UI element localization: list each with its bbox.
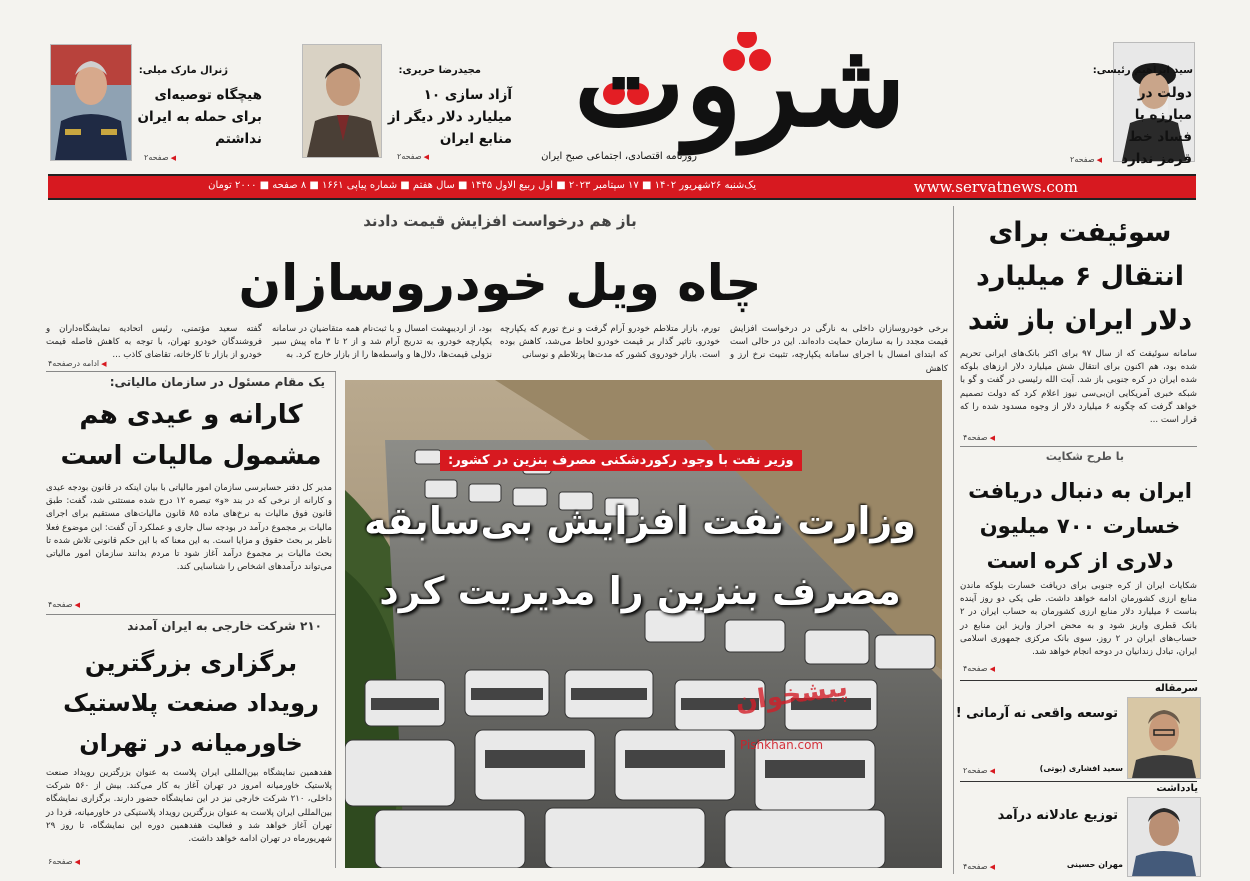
tax-page-ref[interactable]: ◀ صفحه۴ [48, 600, 80, 609]
plast-kicker: ۲۱۰ شرکت خارجی به ایران آمدند [127, 619, 322, 633]
tax-body: مدیر کل دفتر حسابرسی سازمان امور مالیاتی با بیان اینکه در قانون بودجه عیدی و کارانه از نرخی که در بند «و» تبصره ۱۲ درج شده مستثنی شد، گفت: طبق قانون فوق مالیات به نرخ‌های ماده ۸۵ قانون مالیات‌های مستقیم برای اجرای مالیات بر مجموع درآمد در بودجه سال جاری و عملکرد آن گفت: این موضوع فعلا ناظر بر بحث حقوق و مزایا است. به این معنا که با این حکم قانونی تلاش شده تا بحث مالیات بر مجموع درآمد آغاز شود تا مردم بدانند سازمان امور مالیاتی می‌تواند درآمدهای اشخاص را شناسایی کند. [46, 483, 332, 573]
editorial-author: سعید افشاری (بوتی) [1039, 764, 1123, 773]
raisi-name: سید ابراهیم رئیسی: [1092, 65, 1193, 76]
portrait-icon [303, 45, 381, 157]
milley-photo [50, 44, 132, 161]
hariri-page-ref[interactable]: ◀ صفحه۲ [397, 152, 429, 161]
logo-text: شروت [573, 14, 907, 153]
lead-kicker: باز هم درخواست افزایش قیمت دادند [363, 212, 637, 230]
plast-body: هفدهمین نمایشگاه بین‌المللی ایران پلاست به عنوان بزرگترین رویداد صنعت پلاستیک خاورمیانه امروز در تهران آغاز به کار می‌کند. بیش از ۵۶۰ شرکت داخلی، ۲۱۰ شرکت خارجی نیز در این نمایشگاه حضور دارند. برگزاری نمایشگاه بین‌المللی ایران پلاست به عنوان بزرگترین رویداد پلاستیکی در خاورمیانه، فردا در تهران آغاز خواهد شد و فعالیت هفدهمین دوره این نمایشگاه، تا روز ۲۹ شهریورماه در تهران ادامه خواهد داشت. [46, 768, 332, 845]
plast-headline[interactable]: برگزاری بزرگترین رویداد صنعت پلاستیک خاورمیانه در تهران [63, 649, 319, 757]
afshari-photo [1127, 697, 1201, 779]
lead-col-4: گفته سعید مؤتمنی، رئیس اتحادیه نمایشگاه‌داران و فروشندگان خودرو تهران، با توجه به کاهش فاصله قیمت خودرو از بازار تا کارخانه، تقاضای کاذب ... [46, 324, 262, 361]
swift-body: سامانه سوئیفت که از سال ۹۷ برای اکثر بانک‌های ایرانی تحریم شده بود، هم اکنون برای انتقال شش میلیارد دلار ارزهای بلوکه شده ایران در کره جنوبی باز شد. آیت الله رئیسی در گفت و گو با شبکه خبری آمریکایی ان‌بی‌سی نیوز اعلام کرد که دولت تصمیم خواهد گرفت که چگونه ۶ میلیارد دلار از وجوه مسدود شده را که قرار است ... [960, 349, 1197, 426]
pishkhan-watermark: پیشخوان [733, 672, 850, 718]
editorial-page-ref[interactable]: ◀ صفحه۲ [963, 766, 995, 775]
lead-page-ref[interactable]: ◀ ادامه درصفحه۴ [48, 359, 107, 368]
note-page-ref[interactable]: ◀ صفحه۴ [963, 862, 995, 871]
portrait-icon [1128, 698, 1200, 778]
divider [960, 446, 1197, 447]
portrait-icon [1128, 798, 1200, 876]
editorial-label: سرمقاله [1154, 683, 1198, 694]
lead-col-3: بود، از اردیبهشت امسال و با ثبت‌نام همه متقاضیان در سامانه یکپارچه خودرو، به تدریج آرام شد و از ۲ تا ۳ ماه پیش سیر نزولی قیمت‌ها، دلال‌ها و واسطه‌ها را از بازار خارج کرد. به [272, 324, 492, 361]
raisi-headline[interactable]: دولت در مبارزه با فساد خط قرمز ندارد [1121, 85, 1192, 167]
photo-overtitle: وزیر نفت با وجود رکوردشکنی مصرف بنزین در کشور: [440, 450, 802, 471]
lead-headline[interactable]: چاه ویل خودروسازان [238, 254, 762, 312]
portrait-icon [51, 45, 131, 160]
pishkhan-url: Pishkhan.com [740, 738, 824, 752]
note-headline[interactable]: توزیع عادلانه درآمد [997, 808, 1118, 823]
date-bar [48, 174, 1196, 200]
tax-headline[interactable]: کارانه و عیدی هم مشمول مالیات است [60, 400, 322, 471]
milley-headline[interactable]: هیچگاه توصیه‌ای برای حمله به ایران نداشتم [137, 87, 262, 147]
photo-headline-line-2[interactable]: مصرف بنزین را مدیریت کرد [379, 569, 901, 613]
milley-name: ژنرال مارک میلی: [138, 65, 228, 76]
tagline: روزنامه اقتصادی، اجتماعی صبح ایران [541, 151, 697, 162]
hariri-headline[interactable]: آزاد سازی ۱۰ میلیارد دلار دیگر از منابع ایران [387, 87, 512, 147]
editorial-headline[interactable]: توسعه واقعی نه آرمانی ! [955, 706, 1118, 721]
milley-page-ref[interactable]: ◀ صفحه۲ [144, 153, 176, 162]
korea-headline[interactable]: ایران به دنبال دریافت خسارت ۷۰۰ میلیون دلاری از کره است [968, 479, 1192, 573]
divider [46, 614, 336, 615]
lead-col-2: تورم، بازار متلاطم خودرو آرام گرفت و نرخ تورم که یکپارچه خودرو، تاثیر گذار بر قیمت خودرو لحاظ می‌شد، کاهش بوده است. بازار خودروی کشور که مدت‌ها پرتلاطم و نوسانی [500, 324, 720, 361]
right-column-divider [953, 206, 954, 874]
divider [46, 371, 336, 372]
tax-kicker: یک مقام مسئول در سازمان مالیاتی: [109, 375, 325, 389]
logo [520, 14, 960, 157]
plast-page-ref[interactable]: ◀ صفحه۶ [48, 857, 80, 866]
swift-headline[interactable]: سوئیفت برای انتقال ۶ میلیارد دلار ایران باز شد [967, 217, 1193, 336]
divider [960, 781, 1197, 782]
photo-headline-line-1[interactable]: وزارت نفت افزایش بی‌سابقه [364, 499, 916, 543]
note-author: مهران حسینی [1066, 860, 1123, 869]
left-column-divider [335, 372, 336, 868]
lead-col-1: برخی خودروسازان داخلی به نارگی در درخواست افزایش قیمت مجدد را به سازمان حمایت داده‌اند. این در حالی است که ابتدای امسال با اجرای سامانه یکپارچه، تثبیت نرخ ارز و کاهش [730, 324, 948, 374]
website-url[interactable]: www.servatnews.com [913, 178, 1078, 196]
korea-body: شکایات ایران از کره جنوبی برای دریافت خسارت بلوکه ماندن منابع ارزی کشورمان ادامه خواهد داشت. طی یکی دو روز آینده بناست ۶ میلیارد دلار منابع ارزی کشورمان به حساب ایران در ۲ بانک قطری واریز شود و به محض احراز واریز این منابع در حساب‌های ایران در ۲ روز، سوی بانک مرکزی جمهوری اسلامی ایران، تبادل زندانیان در دوحه انجام خواهد شد. [960, 581, 1197, 658]
note-label: یادداشت [1156, 783, 1198, 794]
swift-page-ref[interactable]: ◀ صفحه۴ [963, 433, 995, 442]
hariri-name: مجیدرضا حریری: [398, 65, 481, 76]
hariri-photo [302, 44, 382, 158]
masthead [0, 0, 1250, 200]
korea-kicker: با طرح شکایت [1045, 450, 1124, 463]
raisi-page-ref[interactable]: ◀ صفحه۲ [1070, 155, 1102, 164]
hosseini-photo [1127, 797, 1201, 877]
divider [960, 680, 1197, 681]
korea-page-ref[interactable]: ◀ صفحه۴ [963, 664, 995, 673]
dateline: یک‌شنبه ۲۶شهریور ۱۴۰۲ ■ ۱۷ سپتامبر ۲۰۲۳ ■ اول ربیع الاول ۱۴۴۵ ■ سال هفتم ■ شماره پیاپی ۱۶۶۱ ■ ۸ صفحه ■ ۲۰۰۰ تومان [208, 180, 756, 191]
